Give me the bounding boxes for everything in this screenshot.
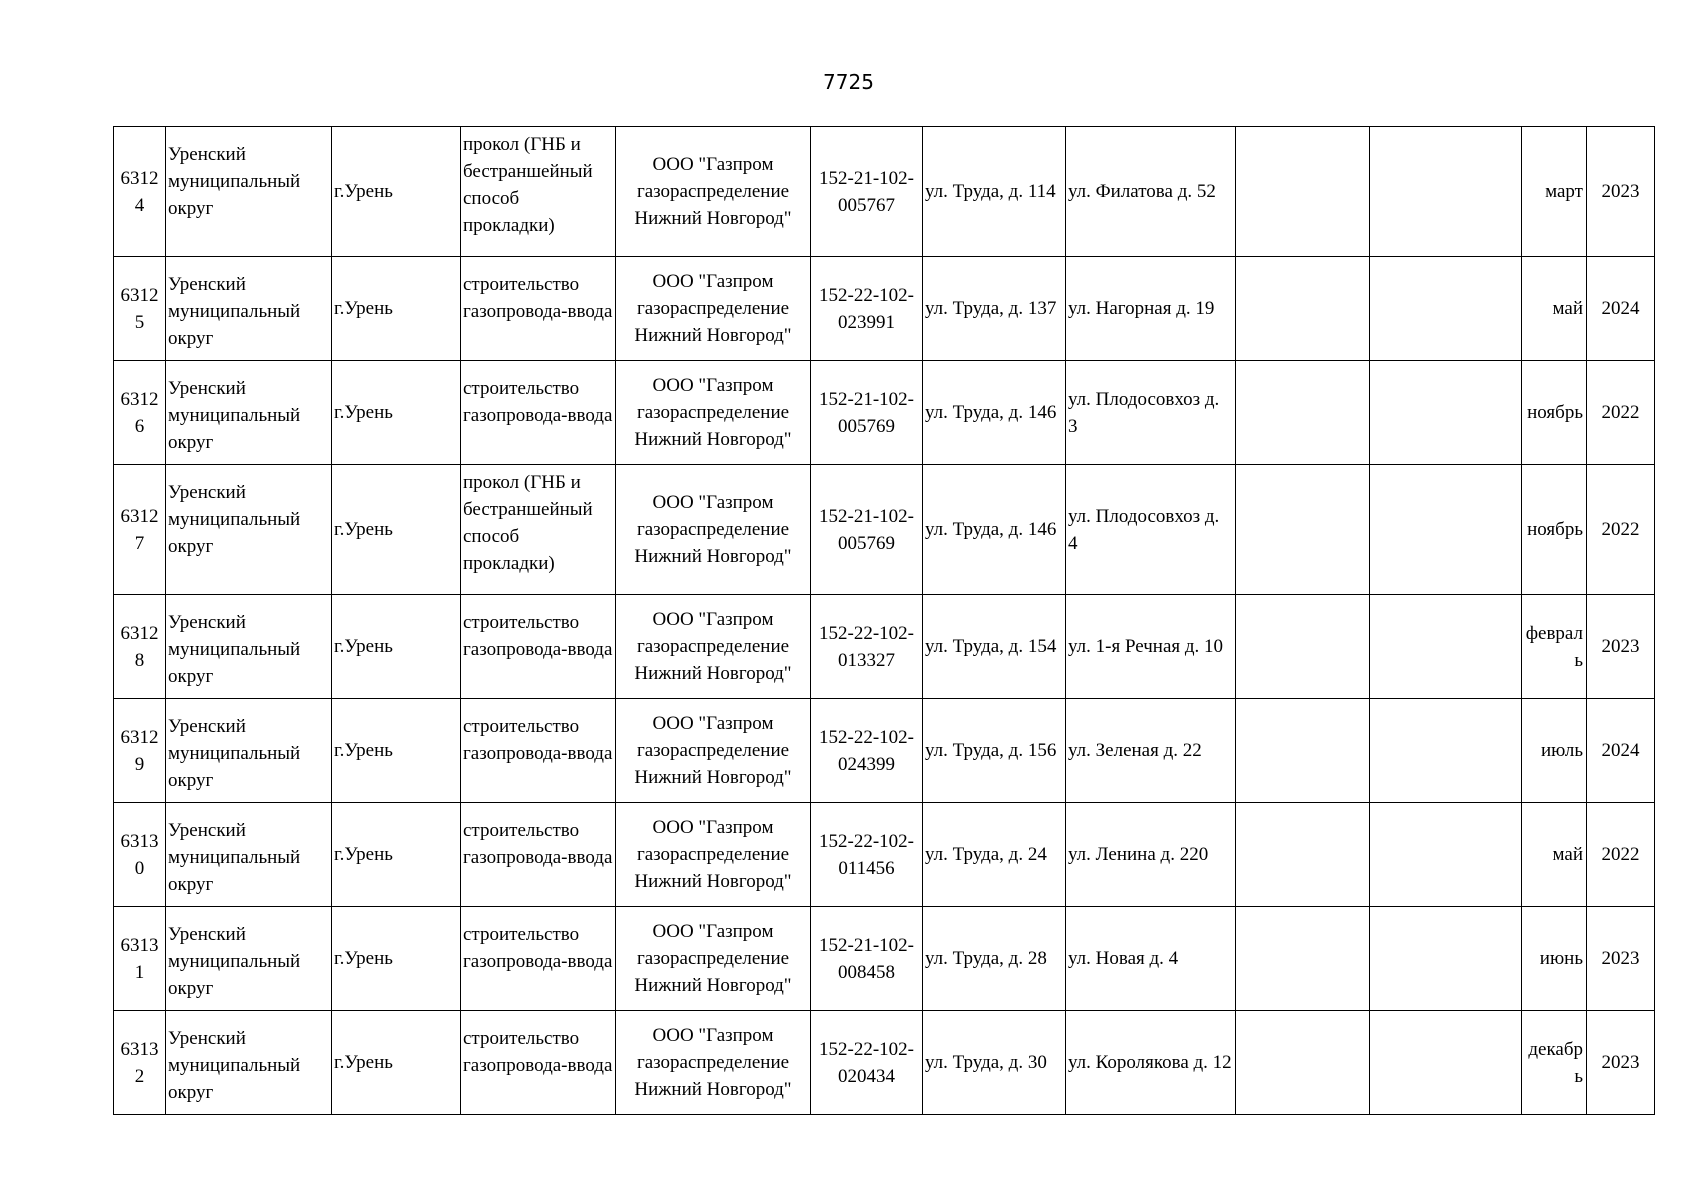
permit-code-suffix: 013327: [838, 649, 895, 671]
row-number-main: 6312: [120, 284, 159, 306]
permit-code-cell: [811, 127, 923, 257]
empty-cell: [1370, 127, 1522, 257]
address-to-cell: ул. Королякова д. 12: [1066, 1011, 1236, 1115]
empty-cell: [1236, 127, 1370, 257]
permit-code-cell: [811, 465, 923, 595]
permit-code-prefix: 152-21-102-: [819, 167, 914, 189]
district-cell: Уренский муниципальный округ: [166, 699, 332, 803]
row-number-cell: [114, 699, 166, 803]
permit-code-suffix: 005769: [838, 415, 895, 437]
empty-cell: [1370, 1011, 1522, 1115]
permit-code-suffix: 008458: [838, 961, 895, 983]
permit-code-prefix: 152-22-102-: [819, 726, 914, 748]
page-number: 7725: [823, 70, 874, 94]
year-cell: 2024: [1587, 257, 1655, 361]
work-type-cell: строительство газопровода-ввода: [461, 361, 616, 465]
address-to-cell: ул. Зеленая д. 22: [1066, 699, 1236, 803]
permit-code-cell: [811, 257, 923, 361]
year-cell: 2023: [1587, 907, 1655, 1011]
month-cell: ноябрь: [1522, 465, 1587, 595]
row-number-tail: 5: [134, 311, 145, 333]
permit-code-cell: [811, 907, 923, 1011]
table-row: [114, 1011, 1655, 1115]
row-number-tail: 2: [134, 1065, 145, 1087]
empty-cell: [1236, 1011, 1370, 1115]
organization-cell: ООО "Газпром газораспределение Нижний Новгород": [616, 257, 811, 361]
table-row: [114, 699, 1655, 803]
address-from-cell: ул. Труда, д. 137: [923, 257, 1066, 361]
city-cell: г.Урень: [332, 699, 461, 803]
empty-cell: [1370, 465, 1522, 595]
address-from-cell: ул. Труда, д. 156: [923, 699, 1066, 803]
address-from-cell: ул. Труда, д. 114: [923, 127, 1066, 257]
month-cell: июнь: [1522, 907, 1587, 1011]
year-cell: 2023: [1587, 127, 1655, 257]
permit-code-suffix: 011456: [838, 857, 895, 879]
year-cell: 2023: [1587, 1011, 1655, 1115]
table-row: [114, 465, 1655, 595]
row-number-cell: [114, 361, 166, 465]
city-cell: г.Урень: [332, 907, 461, 1011]
empty-cell: [1370, 907, 1522, 1011]
permit-code-cell: [811, 1011, 923, 1115]
row-number-tail: 4: [134, 194, 145, 216]
district-cell: Уренский муниципальный округ: [166, 907, 332, 1011]
district-cell: Уренский муниципальный округ: [166, 803, 332, 907]
permit-code-cell: [811, 595, 923, 699]
district-cell: Уренский муниципальный округ: [166, 257, 332, 361]
city-cell: г.Урень: [332, 595, 461, 699]
row-number-cell: [114, 465, 166, 595]
organization-cell: ООО "Газпром газораспределение Нижний Новгород": [616, 803, 811, 907]
empty-cell: [1236, 907, 1370, 1011]
table-row: [114, 907, 1655, 1011]
district-cell: Уренский муниципальный округ: [166, 595, 332, 699]
work-type-cell: прокол (ГНБ и бестраншейный способ прокладки): [461, 465, 616, 595]
permit-code-suffix: 020434: [838, 1065, 895, 1087]
month-cell: декабр ь: [1522, 1011, 1587, 1115]
empty-cell: [1370, 257, 1522, 361]
city-cell: г.Урень: [332, 257, 461, 361]
work-type-cell: строительство газопровода-ввода: [461, 595, 616, 699]
address-to-cell: ул. Нагорная д. 19: [1066, 257, 1236, 361]
row-number-cell: [114, 127, 166, 257]
empty-cell: [1236, 595, 1370, 699]
address-to-cell: ул. Филатова д. 52: [1066, 127, 1236, 257]
address-from-cell: ул. Труда, д. 146: [923, 465, 1066, 595]
table-row: [114, 127, 1655, 257]
address-from-cell: ул. Труда, д. 28: [923, 907, 1066, 1011]
address-to-cell: ул. Ленина д. 220: [1066, 803, 1236, 907]
row-number-tail: 8: [134, 649, 145, 671]
year-cell: 2022: [1587, 361, 1655, 465]
row-number-tail: 1: [134, 961, 145, 983]
work-type-cell: строительство газопровода-ввода: [461, 803, 616, 907]
city-cell: г.Урень: [332, 361, 461, 465]
row-number-cell: [114, 257, 166, 361]
permit-code-suffix: 005769: [838, 532, 895, 554]
empty-cell: [1236, 803, 1370, 907]
year-cell: 2022: [1587, 465, 1655, 595]
permit-code-prefix: 152-22-102-: [819, 284, 914, 306]
document-table: [113, 126, 1655, 1115]
empty-cell: [1370, 595, 1522, 699]
year-cell: 2023: [1587, 595, 1655, 699]
city-cell: г.Урень: [332, 127, 461, 257]
year-cell: 2024: [1587, 699, 1655, 803]
organization-cell: ООО "Газпром газораспределение Нижний Новгород": [616, 699, 811, 803]
table-row: [114, 257, 1655, 361]
empty-cell: [1236, 257, 1370, 361]
empty-cell: [1236, 361, 1370, 465]
row-number-cell: [114, 1011, 166, 1115]
city-cell: г.Урень: [332, 465, 461, 595]
address-from-cell: ул. Труда, д. 30: [923, 1011, 1066, 1115]
permit-code-cell: [811, 699, 923, 803]
work-type-cell: прокол (ГНБ и бестраншейный способ прокладки): [461, 127, 616, 257]
empty-cell: [1370, 361, 1522, 465]
row-number-main: 6312: [120, 726, 159, 748]
row-number-main: 6312: [120, 505, 159, 527]
row-number-main: 6313: [120, 934, 159, 956]
city-cell: г.Урень: [332, 1011, 461, 1115]
month-cell: ноябрь: [1522, 361, 1587, 465]
address-from-cell: ул. Труда, д. 146: [923, 361, 1066, 465]
organization-cell: ООО "Газпром газораспределение Нижний Новгород": [616, 595, 811, 699]
permit-code-suffix: 005767: [838, 194, 895, 216]
row-number-main: 6313: [120, 830, 159, 852]
permit-code-cell: [811, 361, 923, 465]
work-type-cell: строительство газопровода-ввода: [461, 1011, 616, 1115]
empty-cell: [1370, 699, 1522, 803]
work-type-cell: строительство газопровода-ввода: [461, 257, 616, 361]
row-number-main: 6312: [120, 167, 159, 189]
table-row: [114, 803, 1655, 907]
permit-code-cell: [811, 803, 923, 907]
row-number-tail: 6: [134, 415, 145, 437]
address-to-cell: ул. Плодосовхоз д. 4: [1066, 465, 1236, 595]
row-number-tail: 7: [134, 532, 145, 554]
permit-code-prefix: 152-21-102-: [819, 388, 914, 410]
district-cell: Уренский муниципальный округ: [166, 1011, 332, 1115]
row-number-main: 6312: [120, 622, 159, 644]
district-cell: Уренский муниципальный округ: [166, 127, 332, 257]
district-cell: Уренский муниципальный округ: [166, 361, 332, 465]
address-to-cell: ул. Новая д. 4: [1066, 907, 1236, 1011]
permit-code-prefix: 152-21-102-: [819, 505, 914, 527]
permit-code-prefix: 152-22-102-: [819, 830, 914, 852]
permit-code-suffix: 023991: [838, 311, 895, 333]
month-cell: март: [1522, 127, 1587, 257]
address-to-cell: ул. Плодосовхоз д. 3: [1066, 361, 1236, 465]
city-cell: г.Урень: [332, 803, 461, 907]
address-from-cell: ул. Труда, д. 154: [923, 595, 1066, 699]
organization-cell: ООО "Газпром газораспределение Нижний Новгород": [616, 361, 811, 465]
month-cell: май: [1522, 803, 1587, 907]
row-number-main: 6313: [120, 1038, 159, 1060]
empty-cell: [1370, 803, 1522, 907]
organization-cell: ООО "Газпром газораспределение Нижний Новгород": [616, 1011, 811, 1115]
permit-code-prefix: 152-22-102-: [819, 1038, 914, 1060]
organization-cell: ООО "Газпром газораспределение Нижний Новгород": [616, 127, 811, 257]
row-number-cell: [114, 595, 166, 699]
work-type-cell: строительство газопровода-ввода: [461, 699, 616, 803]
month-cell: июль: [1522, 699, 1587, 803]
address-from-cell: ул. Труда, д. 24: [923, 803, 1066, 907]
row-number-main: 6312: [120, 388, 159, 410]
year-cell: 2022: [1587, 803, 1655, 907]
permit-code-prefix: 152-22-102-: [819, 622, 914, 644]
permit-code-prefix: 152-21-102-: [819, 934, 914, 956]
empty-cell: [1236, 465, 1370, 595]
permit-code-suffix: 024399: [838, 753, 895, 775]
row-number-cell: [114, 803, 166, 907]
organization-cell: ООО "Газпром газораспределение Нижний Новгород": [616, 907, 811, 1011]
organization-cell: ООО "Газпром газораспределение Нижний Новгород": [616, 465, 811, 595]
district-cell: Уренский муниципальный округ: [166, 465, 332, 595]
table-row: [114, 595, 1655, 699]
table-row: [114, 361, 1655, 465]
row-number-cell: [114, 907, 166, 1011]
empty-cell: [1236, 699, 1370, 803]
address-to-cell: ул. 1-я Речная д. 10: [1066, 595, 1236, 699]
month-cell: май: [1522, 257, 1587, 361]
work-type-cell: строительство газопровода-ввода: [461, 907, 616, 1011]
row-number-tail: 0: [134, 857, 145, 879]
row-number-tail: 9: [134, 753, 145, 775]
month-cell: феврал ь: [1522, 595, 1587, 699]
